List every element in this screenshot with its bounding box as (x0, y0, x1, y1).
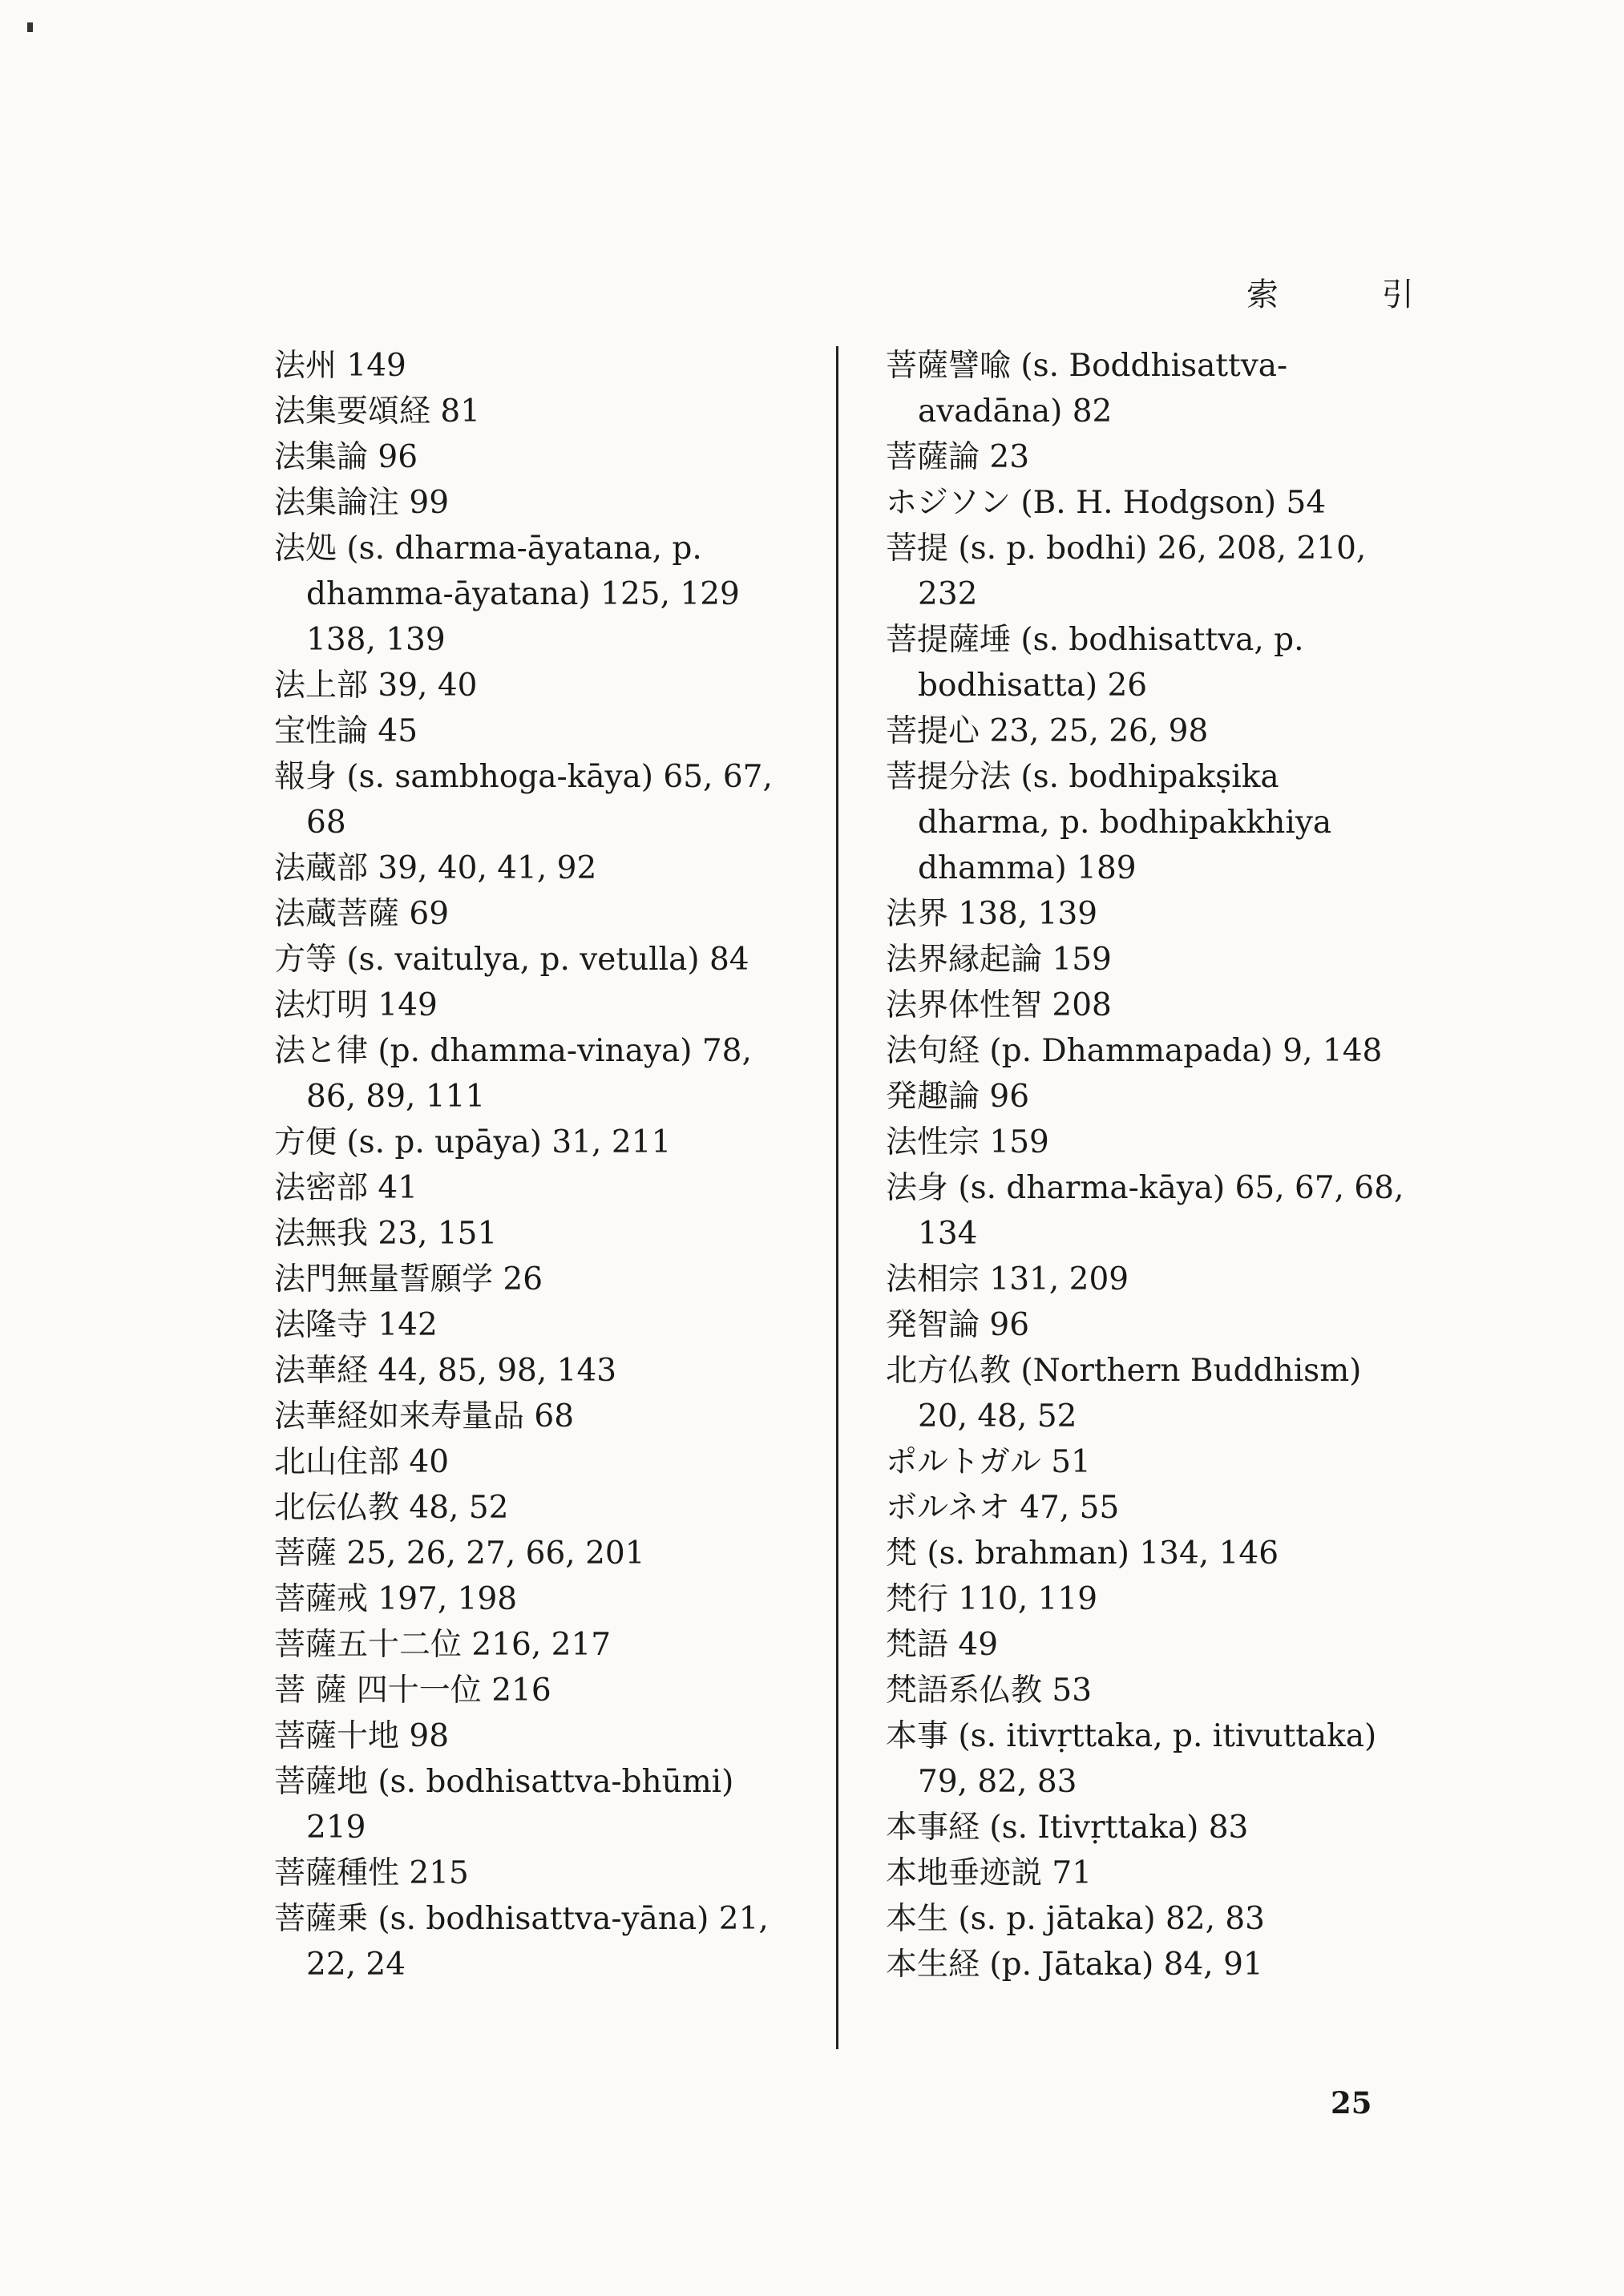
index-entry: 法蔵菩薩 69 (274, 896, 450, 932)
index-entry: 本生経 (p. Jātaka) 84, 91 (886, 1947, 1263, 1983)
index-entry: 梵 (s. brahman) 134, 146 (886, 1535, 1279, 1572)
index-entry: 菩薩論 23 (886, 439, 1030, 475)
scan-speck (27, 22, 33, 32)
index-entry: 梵語系仏教 53 (886, 1673, 1093, 1709)
index-entry: 宝性論 45 (274, 713, 418, 749)
index-column-right (886, 343, 1407, 1987)
index-entry: ボルネオ 47, 55 (886, 1490, 1120, 1526)
index-entry: 梵行 110, 119 (886, 1581, 1098, 1617)
index-entry: 法性宗 159 (886, 1124, 1049, 1160)
index-entry: ホジソン (B. H. Hodgson) 54 (886, 485, 1327, 521)
index-entry: 方等 (s. vaitulya, p. vetulla) 84 (274, 942, 749, 978)
index-entry: 北方仏教 (Northern Buddhism) 20, 48, 52 (886, 1353, 1362, 1434)
index-entry: 法界 138, 139 (886, 896, 1098, 932)
index-entry: 本生 (s. p. jātaka) 82, 83 (886, 1901, 1265, 1937)
index-entry: 菩提分法 (s. bodhipakṣika dharma, p. bodhipakkhiya dhamma) 189 (886, 759, 1332, 886)
index-entry: 法上部 39, 40 (274, 668, 478, 704)
index-entry: 法句経 (p. Dhammapada) 9, 148 (886, 1033, 1383, 1069)
index-entry: 法無我 23, 151 (274, 1216, 498, 1252)
index-entry: ポルトガル 51 (886, 1444, 1091, 1480)
page-number: 25 (1331, 2085, 1372, 2120)
index-entry: 法隆寺 142 (274, 1307, 438, 1343)
index-entry: 菩薩種性 215 (274, 1855, 469, 1891)
index-entry: 報身 (s. sambhoga-kāya) 65, 67, 68 (274, 759, 773, 841)
index-entry: 法華経如来寿量品 68 (274, 1398, 575, 1434)
index-entry: 菩薩譬喩 (s. Boddhisattva-avadāna) 82 (886, 348, 1288, 430)
index-entry: 菩薩戒 197, 198 (274, 1581, 518, 1617)
index-entry: 法集要頌経 81 (274, 393, 481, 430)
page-header-title: 索 引 (1246, 276, 1460, 313)
index-entry: 菩薩地 (s. bodhisattva-bhūmi) 219 (274, 1764, 734, 1846)
index-entry: 菩 薩 四十一位 216 (274, 1673, 551, 1709)
index-entry: 法華経 44, 85, 98, 143 (274, 1353, 617, 1389)
index-entry: 北伝仏教 48, 52 (274, 1490, 509, 1526)
index-entry: 菩薩十地 98 (274, 1718, 450, 1754)
index-entry: 本事 (s. itivṛttaka, p. itivuttaka) 79, 82, 83 (886, 1718, 1377, 1800)
index-entry: 北山住部 40 (274, 1444, 450, 1480)
index-entry: 本地垂迹説 71 (886, 1855, 1093, 1891)
index-entry: 菩提 (s. p. bodhi) 26, 208, 210, 232 (886, 531, 1367, 612)
index-entry: 方便 (s. p. upāya) 31, 211 (274, 1124, 672, 1160)
index-entry: 梵語 49 (886, 1627, 999, 1663)
index-entry: 法処 (s. dharma-āyatana, p. dhamma-āyatana) 125, 129 138, 139 (274, 531, 740, 658)
index-entry: 法集論 96 (274, 439, 418, 475)
column-divider (836, 346, 838, 2049)
index-entry: 菩薩乗 (s. bodhisattva-yāna) 21, 22, 24 (274, 1901, 769, 1983)
index-entry: 菩薩五十二位 216, 217 (274, 1627, 612, 1663)
index-entry: 菩提心 23, 25, 26, 98 (886, 713, 1209, 749)
index-entry: 法界体性智 208 (886, 987, 1112, 1023)
index-column-left (274, 343, 803, 1987)
index-entry: 法相宗 131, 209 (886, 1261, 1129, 1297)
index-entry: 法集論注 99 (274, 485, 450, 521)
index-entry: 菩提薩埵 (s. bodhisattva, p. bodhisatta) 26 (886, 622, 1304, 704)
index-entry: 法州 149 (274, 348, 406, 384)
index-entry: 本事経 (s. Itivṛttaka) 83 (886, 1810, 1249, 1846)
index-entry: 発智論 96 (886, 1307, 1030, 1343)
index-entry: 法蔵部 39, 40, 41, 92 (274, 850, 597, 886)
index-entry: 菩薩 25, 26, 27, 66, 201 (274, 1535, 645, 1572)
index-entry: 法密部 41 (274, 1170, 418, 1206)
index-entry: 法門無量誓願学 26 (274, 1261, 543, 1297)
index-entry: 法身 (s. dharma-kāya) 65, 67, 68, 134 (886, 1170, 1404, 1252)
index-entry: 法と律 (p. dhamma-vinaya) 78, 86, 89, 111 (274, 1033, 752, 1115)
index-entry: 発趣論 96 (886, 1079, 1030, 1115)
index-entry: 法界縁起論 159 (886, 942, 1112, 978)
index-entry: 法灯明 149 (274, 987, 438, 1023)
